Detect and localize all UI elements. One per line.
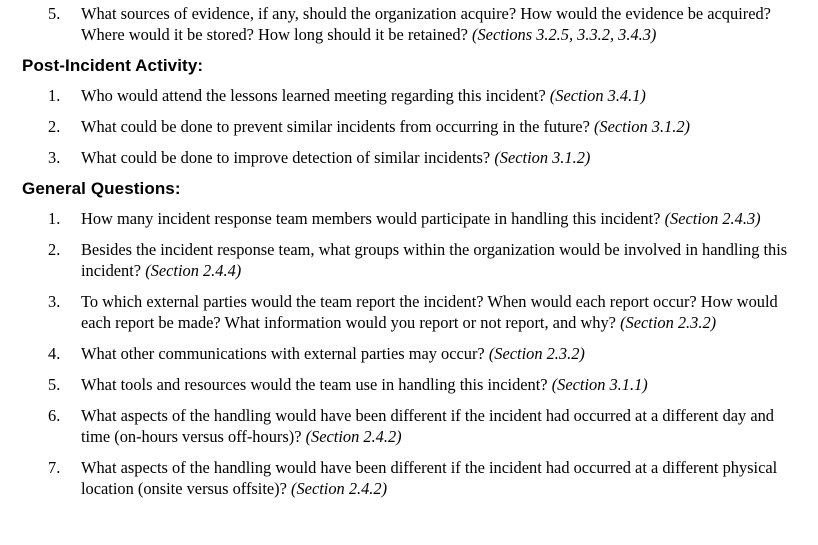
document-section: [0, 55, 818, 168]
item-number: 1.: [48, 86, 61, 105]
item-question-text: How many incident response team members would participate in handling this incident?: [81, 209, 661, 228]
list-item: [0, 3, 818, 45]
item-question-text: To which external parties would the team report the incident? When would each report occur? How would each report be made? What information would you report or not report, and why?: [81, 292, 778, 332]
list-item: [0, 374, 818, 395]
item-question-text: What aspects of the handling would have been different if the incident had occurred at a different day and time (on-hours versus off-hours)?: [81, 406, 774, 446]
item-number: 5.: [48, 4, 61, 23]
question-list: [0, 3, 818, 45]
item-section-ref: (Section 2.4.3): [664, 209, 761, 228]
list-item: [0, 85, 818, 106]
document-section: [0, 178, 818, 499]
section-heading: Post-Incident Activity:: [22, 56, 204, 75]
item-section-ref: (Section 3.1.2): [593, 117, 691, 136]
item-question-text: What tools and resources would the team use in handling this incident?: [81, 375, 548, 394]
item-question-text: What sources of evidence, if any, should the organization acquire? How would the evidence be acquired? Where would it be stored? How long should it be retained?: [81, 4, 771, 44]
item-section-ref: (Section 3.1.1): [551, 375, 648, 394]
section-heading: General Questions:: [22, 179, 181, 198]
list-item: [0, 343, 818, 364]
item-section-ref: (Sections 3.2.5, 3.3.2, 3.4.3): [472, 25, 657, 44]
list-item: [0, 457, 818, 499]
item-question-text: Besides the incident response team, what groups within the organization would be involved in handling this incident?: [81, 240, 788, 280]
item-question-text: What could be done to improve detection of similar incidents?: [81, 148, 491, 167]
list-item: [0, 116, 818, 137]
item-question-text: What could be done to prevent similar incidents from occurring in the future?: [81, 117, 590, 136]
item-number: 5.: [48, 375, 61, 394]
item-number: 2.: [48, 240, 61, 259]
question-list: [0, 85, 818, 168]
list-item: [0, 147, 818, 168]
item-section-ref: (Section 2.4.4): [145, 261, 242, 280]
item-number: 1.: [48, 209, 61, 228]
item-number: 3.: [48, 148, 61, 167]
list-item: [0, 291, 818, 333]
item-number: 2.: [48, 117, 61, 136]
document-section: [0, 3, 818, 45]
item-number: 6.: [48, 406, 61, 425]
item-section-ref: (Section 3.4.1): [549, 86, 646, 105]
item-question-text: Who would attend the lessons learned meeting regarding this incident?: [81, 86, 546, 105]
item-section-ref: (Section 2.4.2): [305, 427, 402, 446]
question-list: [0, 208, 818, 499]
item-number: 3.: [48, 292, 61, 311]
list-item: [0, 239, 818, 281]
list-item: [0, 208, 818, 229]
item-number: 4.: [48, 344, 61, 363]
item-section-ref: (Section 2.3.2): [620, 313, 717, 332]
item-section-ref: (Section 3.1.2): [494, 148, 591, 167]
list-item: [0, 405, 818, 447]
item-section-ref: (Section 2.3.2): [488, 344, 585, 363]
item-number: 7.: [48, 458, 61, 477]
item-question-text: What aspects of the handling would have been different if the incident had occurred at a different physical location (onsite versus offsite)?: [81, 458, 778, 498]
item-question-text: What other communications with external parties may occur?: [81, 344, 485, 363]
item-section-ref: (Section 2.4.2): [291, 479, 388, 498]
